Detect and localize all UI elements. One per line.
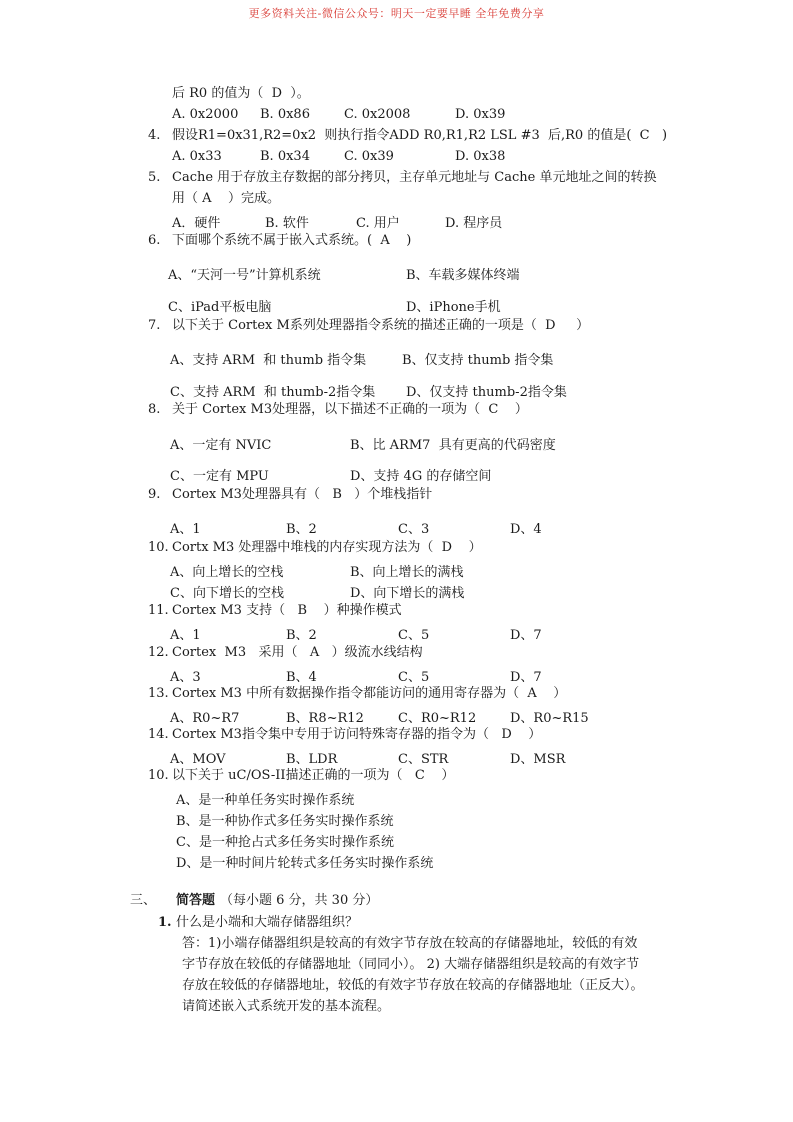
q10-number: 10.	[148, 540, 169, 555]
q13-option-b: B、R8~R12	[286, 711, 364, 726]
q5-text-line1: Cache 用于存放主存数据的部分拷贝，主存单元地址与 Cache 单元地址之间的转换	[172, 170, 657, 185]
q4-option-b: B. 0x34	[260, 149, 310, 164]
q12-option-a: A、3	[170, 670, 201, 685]
q4-option-a: A. 0x33	[172, 149, 222, 164]
q10-option-b: B、向上增长的满栈	[350, 565, 464, 580]
q7-number: 7.	[148, 318, 161, 333]
q4-option-d: D. 0x38	[455, 149, 506, 164]
q9-option-d: D、4	[510, 522, 542, 537]
q7-option-c: C、支持 ARM 和 thumb-2指令集	[170, 385, 376, 400]
q3-option-a: A. 0x2000	[172, 107, 239, 122]
q5-number: 5.	[148, 170, 161, 185]
q4-number: 4.	[148, 128, 161, 143]
section3-note: （每小题 6 分，共 30 分）	[220, 893, 379, 908]
sq1-text: 什么是小端和大端存储器组织？	[176, 915, 359, 930]
q3-tail: 后 R0 的值为（ D ）。	[172, 86, 310, 101]
sq2-text: 请简述嵌入式系统开发的基本流程。	[182, 999, 391, 1014]
q8-option-a: A、一定有 NVIC	[170, 438, 272, 453]
section3-title: 简答题	[176, 893, 216, 908]
q8-option-d: D、支持 4G 的存储空间	[350, 469, 492, 484]
q14-option-c: C、STR	[398, 752, 449, 767]
section3-index: 三、	[130, 893, 157, 908]
q7-option-d: D、仅支持 thumb-2指令集	[406, 385, 567, 400]
q11-option-d: D、7	[510, 628, 542, 643]
q3-option-b: B. 0x86	[260, 107, 310, 122]
q11-text: Cortex M3 支持（ B ）种操作模式	[172, 603, 402, 618]
q13-option-c: C、R0~R12	[398, 711, 477, 726]
q5-option-b: B. 软件	[265, 216, 309, 231]
sq1-answer-line3: 存放在较低的存储器地址，较低的有效字节存放在较高的存储器地址（正反大）。	[182, 978, 644, 993]
q15-text: 以下关于 uC/OS-II描述正确的一项为（ C ）	[172, 768, 455, 783]
q8-number: 8.	[148, 402, 161, 417]
q6-option-c: C、iPad平板电脑	[168, 300, 272, 315]
q15-option-a: A、是一种单任务实时操作系统	[176, 793, 355, 808]
q15-option-b: B、是一种协作式多任务实时操作系统	[176, 814, 394, 829]
q12-number: 12.	[148, 645, 169, 660]
q6-option-d: D、iPhone手机	[406, 300, 501, 315]
q6-text: 下面哪个系统不属于嵌入式系统。( A )	[172, 233, 412, 248]
q13-number: 13.	[148, 686, 169, 701]
q14-option-d: D、MSR	[510, 752, 566, 767]
sq1-answer-line2: 字节存放在较低的存储器地址（同同小）。 2) 大端存储器组织是较高的有效字节	[182, 957, 640, 972]
q14-number: 14.	[148, 727, 169, 742]
q14-text: Cortex M3指令集中专用于访问特殊寄存器的指令为（ D ）	[172, 727, 542, 742]
q9-option-b: B、2	[286, 522, 317, 537]
sq1-answer-line1: 答：1)小端存储器组织是较高的有效字节存放在较高的存储器地址，较低的有效	[182, 936, 638, 951]
q10-option-a: A、向上增长的空栈	[170, 565, 284, 580]
q11-number: 11.	[148, 603, 169, 618]
q10-text: Cortx M3 处理器中堆栈的内存实现方法为（ D ）	[172, 540, 482, 555]
q8-option-c: C、一定有 MPU	[170, 469, 269, 484]
q11-option-c: C、5	[398, 628, 430, 643]
sq1-number: 1.	[158, 915, 172, 930]
q12-option-c: C、5	[398, 670, 430, 685]
q9-option-c: C、3	[398, 522, 430, 537]
q12-option-b: B、4	[286, 670, 317, 685]
q6-option-b: B、车载多媒体终端	[406, 268, 520, 283]
q9-text: Cortex M3处理器具有（ B ）个堆栈指针	[172, 487, 433, 502]
q4-option-c: C. 0x39	[344, 149, 394, 164]
q12-text: Cortex M3 采用（ A ）级流水线结构	[172, 645, 423, 660]
q11-option-b: B、2	[286, 628, 317, 643]
q5-option-c: C. 用户	[356, 216, 400, 231]
q8-text: 关于 Cortex M3处理器，以下描述不正确的一项为（ C ）	[172, 402, 528, 417]
q6-number: 6.	[148, 233, 161, 248]
q13-option-a: A、R0~R7	[170, 711, 240, 726]
q5-option-a: A．硬件	[172, 216, 221, 231]
q9-option-a: A、1	[170, 522, 201, 537]
q15-option-d: D、是一种时间片轮转式多任务实时操作系统	[176, 856, 434, 871]
q5-option-d: D. 程序员	[445, 216, 503, 231]
q7-option-a: A、支持 ARM 和 thumb 指令集	[170, 353, 367, 368]
q8-option-b: B、比 ARM7 具有更高的代码密度	[350, 438, 556, 453]
q6-option-a: A、“天河一号”计算机系统	[168, 268, 321, 283]
header-banner: 更多资料关注-微信公众号：明天一定要早睡 全年免费分享	[248, 7, 545, 20]
q10-option-c: C、向下增长的空栈	[170, 586, 284, 601]
q7-text: 以下关于 Cortex M系列处理器指令系统的描述正确的一项是（ D ）	[172, 318, 590, 333]
q14-option-b: B、LDR	[286, 752, 338, 767]
q5-text-line2: 用（ A ）完成。	[172, 191, 281, 206]
q14-option-a: A、MOV	[170, 752, 226, 767]
q3-option-c: C. 0x2008	[344, 107, 411, 122]
q9-number: 9.	[148, 487, 161, 502]
q13-text: Cortex M3 中所有数据操作指令都能访问的通用寄存器为（ A ）	[172, 686, 567, 701]
q3-option-d: D. 0x39	[455, 107, 506, 122]
q11-option-a: A、1	[170, 628, 201, 643]
q10-option-d: D、向下增长的满栈	[350, 586, 465, 601]
q7-option-b: B、仅支持 thumb 指令集	[402, 353, 554, 368]
q13-option-d: D、R0~R15	[510, 711, 589, 726]
q15-option-c: C、是一种抢占式多任务实时操作系统	[176, 835, 394, 850]
q4-text: 假设R1=0x31,R2=0x2 则执行指令ADD R0,R1,R2 LSL #3 后,R0 的值是( C )	[172, 128, 668, 143]
q15-number: 10.	[148, 768, 169, 783]
q12-option-d: D、7	[510, 670, 542, 685]
